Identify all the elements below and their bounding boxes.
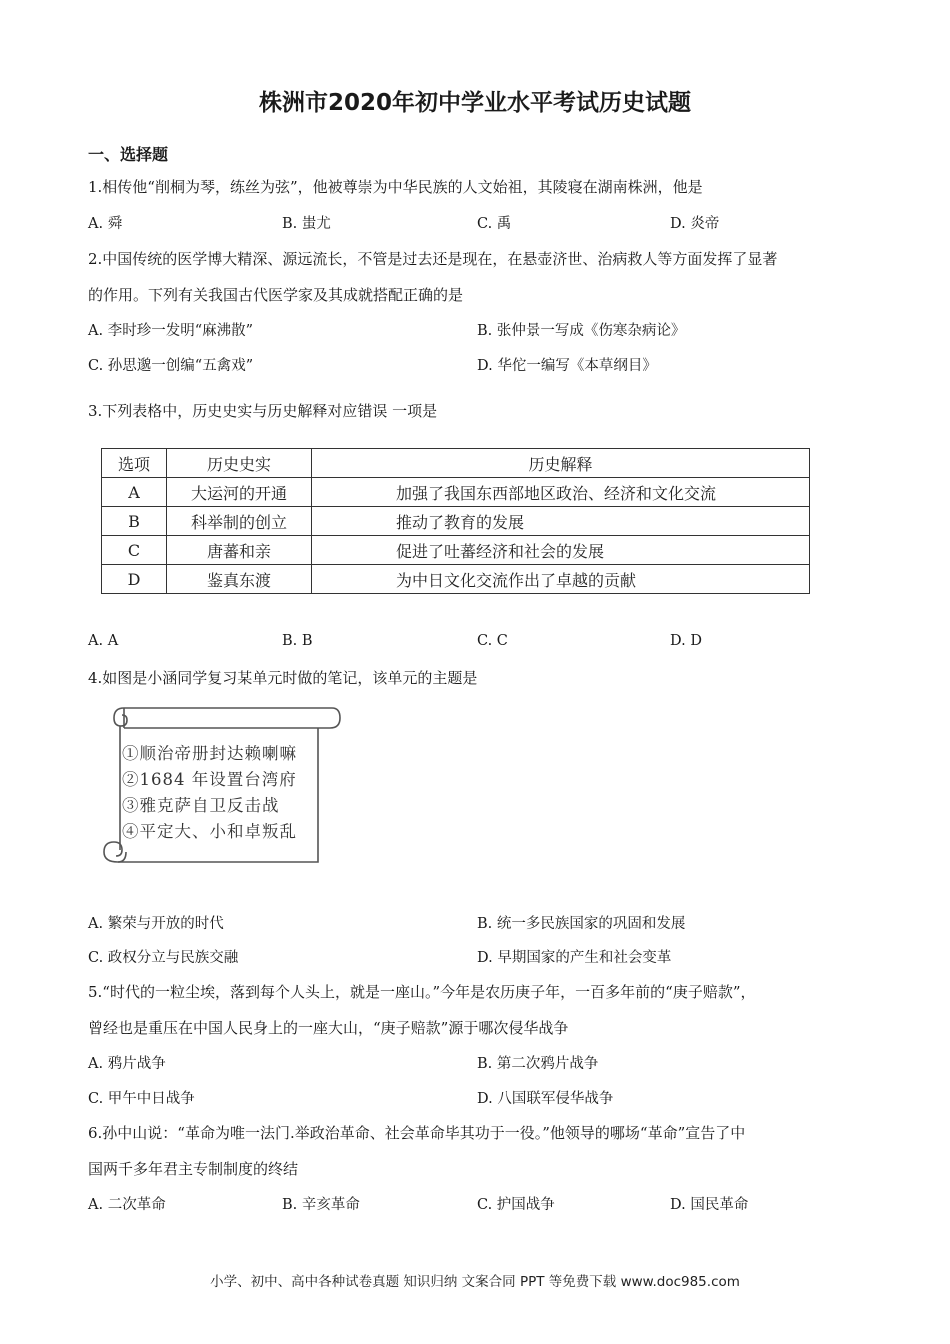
q3-option-a: A. A <box>88 633 119 649</box>
table-row <box>102 507 810 536</box>
table-cell: B <box>102 507 167 536</box>
table-cell: 唐蕃和亲 <box>167 536 312 565</box>
table-row <box>102 565 810 594</box>
note-item: ②1684 年设置台湾府 <box>122 770 297 789</box>
q5-option-d: D. 八国联军侵华战争 <box>477 1091 614 1107</box>
table-cell: C <box>102 536 167 565</box>
table-cell: 促进了吐蕃经济和社会的发展 <box>312 536 810 565</box>
history-table <box>101 448 810 594</box>
table-cell: 推动了教育的发展 <box>312 507 810 536</box>
q6-option-d: D. 国民革命 <box>670 1197 749 1213</box>
q4-option-c: C. 政权分立与民族交融 <box>88 950 239 966</box>
q1-option-a: A. 舜 <box>88 216 123 232</box>
note-item: ③雅克萨自卫反击战 <box>122 796 280 815</box>
q2-option-b: B. 张仲景一写成《伤寒杂病论》 <box>477 323 686 339</box>
question-5-stem-line1: 5.“时代的一粒尘埃，落到每个人头上，就是一座山。”今年是农历庚子年，一百多年前的“庚子赔款”， <box>88 983 756 1001</box>
q1-option-c: C. 禹 <box>477 216 512 232</box>
q5-option-c: C. 甲午中日战争 <box>88 1091 195 1107</box>
q4-option-a: A. 繁荣与开放的时代 <box>88 916 224 932</box>
page-title: 株洲市2020年初中学业水平考试历史试题 <box>258 90 691 116</box>
table-cell: 科举制的创立 <box>167 507 312 536</box>
page-footer: 小学、初中、高中各种试卷真题 知识归纳 文案合同 PPT 等免费下载 www.doc985.com <box>210 1274 740 1290</box>
q4-option-d: D. 早期国家的产生和社会变革 <box>477 950 672 966</box>
q4-option-b: B. 统一多民族国家的巩固和发展 <box>477 916 686 932</box>
question-4-stem: 4.如图是小涵同学复习某单元时做的笔记，该单元的主题是 <box>88 669 478 687</box>
question-3-stem: 3.下列表格中，历史史实与历史解释对应错误 一项是 <box>88 402 438 420</box>
table-cell: 鉴真东渡 <box>167 565 312 594</box>
q2-option-a: A. 李时珍一发明“麻沸散” <box>88 323 254 339</box>
question-5-stem-line2: 曾经也是重压在中国人民身上的一座大山，“庚子赔款”源于哪次侵华战争 <box>88 1019 569 1037</box>
table-row <box>102 536 810 565</box>
table-cell: D <box>102 565 167 594</box>
q1-option-b: B. 蚩尤 <box>282 216 331 232</box>
note-item: ①顺治帝册封达赖喇嘛 <box>122 744 297 763</box>
q2-option-d: D. 华佗一编写《本草纲目》 <box>477 358 657 374</box>
q3-option-d: D. D <box>670 633 702 649</box>
question-2-stem-line2: 的作用。下列有关我国古代医学家及其成就搭配正确的是 <box>88 286 464 304</box>
table-cell: 为中日文化交流作出了卓越的贡献 <box>312 565 810 594</box>
q6-option-b: B. 辛亥革命 <box>282 1197 360 1213</box>
table-header-cell: 历史史实 <box>167 449 312 478</box>
q5-option-a: A. 鸦片战争 <box>88 1056 166 1072</box>
q1-option-d: D. 炎帝 <box>670 216 720 232</box>
question-1-stem: 1.相传他“削桐为琴，练丝为弦”，他被尊崇为中华民族的人文始祖，其陵寝在湖南株洲，他是 <box>88 178 703 196</box>
table-cell: 大运河的开通 <box>167 478 312 507</box>
q3-option-c: C. C <box>477 633 508 649</box>
table-header-cell: 历史解释 <box>312 449 810 478</box>
question-2-stem-line1: 2.中国传统的医学博大精深、源远流长，不管是过去还是现在，在悬壶济世、治病救人等方面发挥了显著 <box>88 250 778 268</box>
table-cell: 加强了我国东西部地区政治、经济和文化交流 <box>312 478 810 507</box>
table-cell: A <box>102 478 167 507</box>
question-6-stem-line2: 国两千多年君主专制制度的终结 <box>88 1160 299 1178</box>
q6-option-c: C. 护国战争 <box>477 1197 555 1213</box>
table-header-cell: 选项 <box>102 449 167 478</box>
q6-option-a: A. 二次革命 <box>88 1197 166 1213</box>
question-6-stem-line1: 6.孙中山说：“革命为唯一法门.举政治革命、社会革命毕其功于一役。”他领导的哪场“革命”宣告了中 <box>88 1124 746 1142</box>
note-item: ④平定大、小和卓叛乱 <box>122 822 297 841</box>
table-header-row <box>102 449 810 478</box>
q3-option-b: B. B <box>282 633 313 649</box>
q2-option-c: C. 孙思邈一创编“五禽戏” <box>88 358 254 374</box>
q5-option-b: B. 第二次鸦片战争 <box>477 1056 599 1072</box>
table-row <box>102 478 810 507</box>
section-heading: 一、选择题 <box>88 145 169 164</box>
